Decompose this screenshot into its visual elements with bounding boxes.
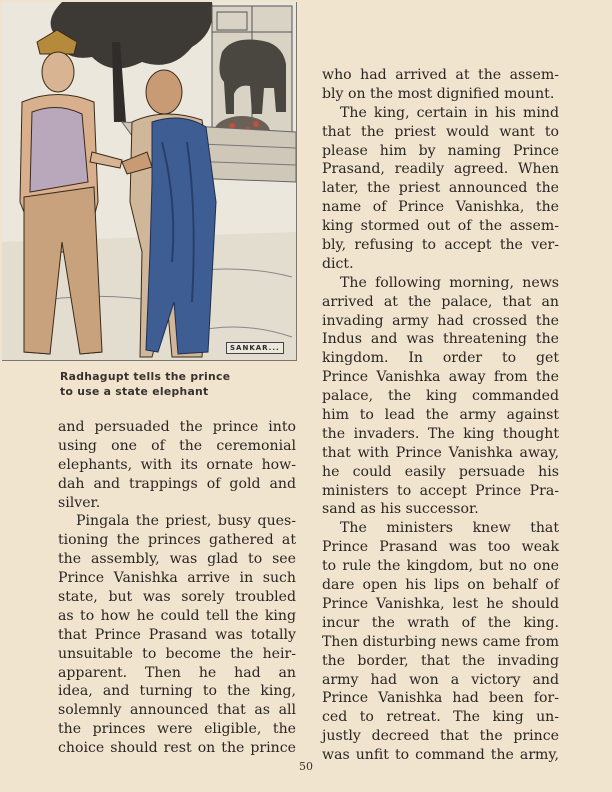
- text-line: kingdom. In order to get: [322, 350, 559, 367]
- text-line: invading army had crossed the: [322, 312, 559, 329]
- text-line: unsuitable to become the heir-: [58, 645, 296, 662]
- text-line: dah and trappings of gold and: [58, 475, 296, 492]
- illustration: [2, 2, 297, 361]
- text-line: Prince Vanishka had been for-: [322, 690, 559, 707]
- text-line: that the priest would want to: [322, 123, 559, 140]
- text-line: using one of the ceremonial: [58, 437, 296, 454]
- left-text-column: [58, 418, 296, 758]
- text-line: ministers to accept Prince Pra-: [322, 482, 559, 499]
- text-line: as to how he could tell the king: [58, 607, 296, 624]
- text-line: the assembly, was glad to see: [58, 551, 296, 568]
- text-line: sand as his successor.: [322, 501, 479, 518]
- text-line: choice should rest on the prince: [58, 740, 296, 757]
- text-line: The ministers knew that: [340, 520, 559, 537]
- text-line: Prince Vanishka away from the: [322, 369, 559, 386]
- text-line: ced to retreat. The king un-: [322, 709, 559, 726]
- text-line: solemnly announced that as all: [58, 702, 296, 719]
- artist-signature: SANKAR...: [226, 342, 284, 354]
- caption-line: Radhagupt tells the prince: [60, 370, 231, 383]
- text-line: elephants, with its ornate how-: [58, 456, 296, 473]
- text-line: Prasand, readily agreed. When: [322, 161, 559, 178]
- text-line: who had arrived at the assem-: [322, 67, 559, 83]
- text-line: Prince Vanishka, lest he should: [322, 595, 559, 612]
- text-line: state, but was sorely troubled: [58, 589, 296, 606]
- text-line: that with Prince Vanishka away,: [322, 444, 559, 461]
- text-line: the invaders. The king thought: [322, 425, 559, 442]
- text-line: Pingala the priest, busy ques-: [76, 513, 296, 530]
- text-line: tioning the princes gathered at: [58, 532, 296, 549]
- text-line: Prince Vanishka arrive in such: [58, 570, 296, 587]
- text-line: silver.: [58, 494, 101, 511]
- text-line: to rule the kingdom, but no one: [322, 558, 559, 575]
- text-line: dict.: [322, 255, 354, 272]
- illustration-caption: [60, 369, 290, 399]
- page-number: 50: [299, 760, 313, 773]
- text-line: he could easily persuade his: [322, 463, 559, 480]
- text-line: the border, that the invading: [322, 652, 559, 669]
- text-line: justly decreed that the prince: [322, 728, 559, 745]
- text-line: later, the priest announced the: [322, 180, 559, 197]
- text-line: army had won a victory and: [322, 671, 559, 688]
- text-line: name of Prince Vanishka, the: [322, 199, 559, 216]
- text-line: king stormed out of the assem-: [322, 218, 559, 235]
- text-line: the princes were eligible, the: [58, 721, 296, 738]
- caption-line: to use a state elephant: [60, 385, 209, 398]
- text-line: idea, and turning to the king,: [58, 683, 296, 700]
- text-line: and persuaded the prince into: [58, 419, 296, 435]
- text-line: bly, refusing to accept the ver-: [322, 237, 559, 254]
- text-line: please him by naming Prince: [322, 142, 559, 159]
- text-line: dare open his lips on behalf of: [322, 577, 559, 594]
- right-text-column: [322, 66, 559, 765]
- text-line: incur the wrath of the king.: [322, 614, 559, 631]
- illustration-art: [2, 2, 296, 360]
- text-line: Then disturbing news came from: [322, 633, 559, 650]
- text-line: palace, the king commanded: [322, 388, 559, 405]
- text-line: that Prince Prasand was totally: [58, 626, 296, 643]
- text-line: The following morning, news: [340, 274, 559, 291]
- text-line: Prince Prasand was too weak: [322, 539, 559, 556]
- text-line: was unfit to command the army,: [322, 747, 559, 764]
- text-line: arrived at the palace, that an: [322, 293, 559, 310]
- text-line: Indus and was threatening the: [322, 331, 559, 348]
- text-line: apparent. Then he had an: [58, 664, 296, 681]
- text-line: him to lead the army against: [322, 407, 559, 424]
- text-line: The king, certain in his mind: [340, 104, 559, 121]
- text-line: bly on the most dignified mount.: [322, 85, 555, 102]
